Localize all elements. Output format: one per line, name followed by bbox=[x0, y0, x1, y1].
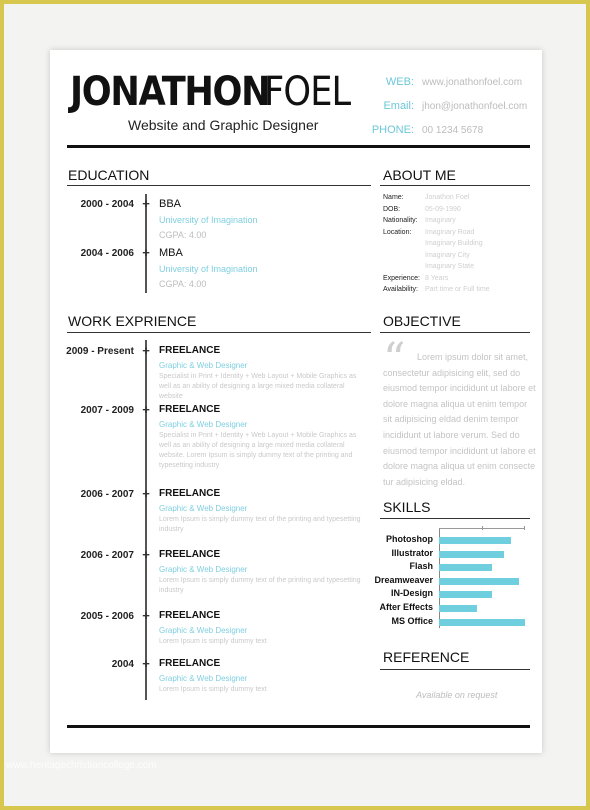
about-rule bbox=[380, 185, 530, 186]
skill-name: MS Office bbox=[391, 615, 433, 626]
job-title: Website and Graphic Designer bbox=[128, 117, 319, 133]
work-description: Specialist in Print + Identity + Web Layout + Mobile Graphics as well as an ability of designing a large mixed media collateral website bbox=[159, 373, 357, 400]
timeline-plus-icon: + bbox=[142, 486, 150, 501]
work-description: Specialist in Print + Identity + Web Layout + Mobile Graphics as well as an ability of designing a large mixed media collateral website. Lorem Ipsum is simply dummy text of the printing and typesetting industry bbox=[159, 432, 357, 469]
about-value: Imaginary Road bbox=[425, 229, 475, 236]
work-role: Graphic & Web Designer bbox=[159, 565, 248, 574]
work-description: Lorem Ipsum is simply dummy text of the printing and typesetting industry bbox=[159, 516, 361, 533]
reference-rule bbox=[380, 669, 530, 670]
skill-name: Photoshop bbox=[386, 534, 433, 544]
education-degree: BBA bbox=[159, 198, 182, 210]
about-label: Experience: bbox=[383, 275, 420, 282]
work-description: Lorem Ipsum is simply dummy text of the printing and typesetting industry bbox=[159, 577, 361, 594]
reference-text: Available on request bbox=[416, 690, 498, 700]
about-label: Availability: bbox=[383, 286, 418, 293]
header-divider bbox=[67, 145, 530, 148]
education-years: 2004 - 2006 bbox=[80, 248, 134, 259]
skills-heading: SKILLS bbox=[383, 499, 431, 515]
skill-name: Dreamweaver bbox=[374, 574, 433, 585]
about-value: Imaginary City bbox=[425, 252, 470, 259]
work-role: Graphic & Web Designer bbox=[159, 674, 248, 683]
about-label: Name: bbox=[383, 194, 404, 201]
timeline-plus-icon: + bbox=[142, 547, 150, 562]
timeline-plus-icon: + bbox=[142, 656, 150, 671]
quote-icon: “ bbox=[383, 334, 406, 385]
about-label: Location: bbox=[383, 229, 412, 236]
skill-level-bar bbox=[439, 591, 492, 598]
about-value: Imaginary State bbox=[425, 263, 475, 270]
work-title: FREELANCE bbox=[159, 658, 221, 669]
work-heading: WORK EXPRIENCE bbox=[68, 313, 197, 329]
last-name: FOEL bbox=[264, 69, 351, 115]
timeline-plus-icon: + bbox=[142, 402, 150, 417]
skill-name: Illustrator bbox=[391, 547, 433, 558]
work-years: 2006 - 2007 bbox=[80, 489, 134, 500]
about-value: Imaginary Building bbox=[425, 240, 483, 247]
education-institution: University of Imagination bbox=[159, 215, 258, 225]
timeline-plus-icon: + bbox=[142, 245, 150, 260]
about-value: Imaginary bbox=[425, 217, 456, 224]
skill-name: After Effects bbox=[379, 602, 433, 612]
work-years: 2004 bbox=[111, 659, 134, 670]
skill-level-bar bbox=[439, 619, 525, 626]
contact-web-value[interactable]: www.jonathonfoel.com bbox=[422, 77, 523, 88]
education-heading: EDUCATION bbox=[68, 167, 150, 183]
timeline-plus-icon: + bbox=[142, 343, 150, 358]
timeline-plus-icon: + bbox=[142, 608, 150, 623]
about-label: DOB: bbox=[383, 206, 401, 213]
work-years: 2005 - 2006 bbox=[80, 611, 134, 622]
resume-sheet bbox=[50, 50, 542, 753]
work-title: FREELANCE bbox=[159, 488, 221, 499]
work-role: Graphic & Web Designer bbox=[159, 504, 248, 513]
work-role: Graphic & Web Designer bbox=[159, 420, 248, 429]
work-years: 2009 - Present bbox=[66, 346, 134, 357]
education-gpa: CGPA: 4.00 bbox=[159, 230, 207, 240]
work-description: Lorem Ipsum is simply dummy text bbox=[159, 638, 267, 645]
contact-phone-label: PHONE: bbox=[371, 124, 414, 136]
education-degree: MBA bbox=[159, 247, 183, 259]
contact-email-value[interactable]: jhon@jonathonfoel.com bbox=[422, 101, 528, 112]
skill-level-bar bbox=[439, 537, 511, 544]
work-title: FREELANCE bbox=[159, 345, 221, 356]
skill-name: Flash bbox=[409, 561, 433, 572]
skill-level-bar bbox=[439, 605, 477, 612]
objective-rule bbox=[380, 332, 530, 333]
contact-email-label: Email: bbox=[383, 100, 414, 112]
about-value: Part time or Full time bbox=[425, 286, 490, 293]
skill-name: IN-Design bbox=[390, 588, 433, 599]
first-name: JONATHON bbox=[70, 69, 270, 115]
education-institution: University of Imagination bbox=[159, 264, 258, 274]
education-years: 2000 - 2004 bbox=[80, 199, 134, 210]
education-rule bbox=[67, 185, 371, 186]
contact-phone-value: 00 1234 5678 bbox=[422, 125, 484, 136]
about-heading: ABOUT ME bbox=[383, 167, 456, 183]
skill-level-bar bbox=[439, 578, 519, 585]
skills-rule bbox=[380, 518, 530, 519]
footer-divider bbox=[67, 725, 530, 728]
skill-level-bar bbox=[439, 551, 504, 558]
contact-web-label: WEB: bbox=[385, 76, 414, 88]
work-title: FREELANCE bbox=[159, 610, 221, 621]
work-role: Graphic & Web Designer bbox=[159, 626, 248, 635]
objective-heading: OBJECTIVE bbox=[383, 313, 461, 329]
about-label: Nationality: bbox=[383, 217, 418, 224]
work-role: Graphic & Web Designer bbox=[159, 361, 248, 370]
work-years: 2007 - 2009 bbox=[80, 405, 134, 416]
watermark-text: www.heritagechristiancollege.com bbox=[6, 760, 157, 771]
education-gpa: CGPA: 4.00 bbox=[159, 279, 207, 289]
skills-axis-tick bbox=[482, 526, 483, 530]
objective-text: Lorem ipsum dolor sit amet, consectetur adipisicing elit, sed do eiusmod tempor incididunt ut labore et dolore magna aliqua ut enim tempor sit adipisicing eldad denim tempor incididunt ut labore verum. Sed do eiusmod tempor incididunt ut labore et dolore magna aliqua ut enim consecte tur adipisicing eldad. bbox=[383, 352, 536, 487]
work-title: FREELANCE bbox=[159, 404, 221, 415]
work-rule bbox=[67, 332, 371, 333]
about-value: 05-09-1990 bbox=[425, 206, 461, 213]
work-years: 2006 - 2007 bbox=[80, 550, 134, 561]
skill-level-bar bbox=[439, 564, 492, 571]
about-value: 8 Years bbox=[425, 275, 449, 282]
reference-heading: REFERENCE bbox=[383, 649, 470, 665]
about-value: Jonathon Foel bbox=[425, 194, 470, 201]
timeline-plus-icon: + bbox=[142, 196, 150, 211]
work-title: FREELANCE bbox=[159, 549, 221, 560]
work-description: Lorem Ipsum is simply dummy text bbox=[159, 686, 267, 693]
skills-axis-tick bbox=[524, 526, 525, 530]
work-timeline bbox=[145, 340, 147, 700]
